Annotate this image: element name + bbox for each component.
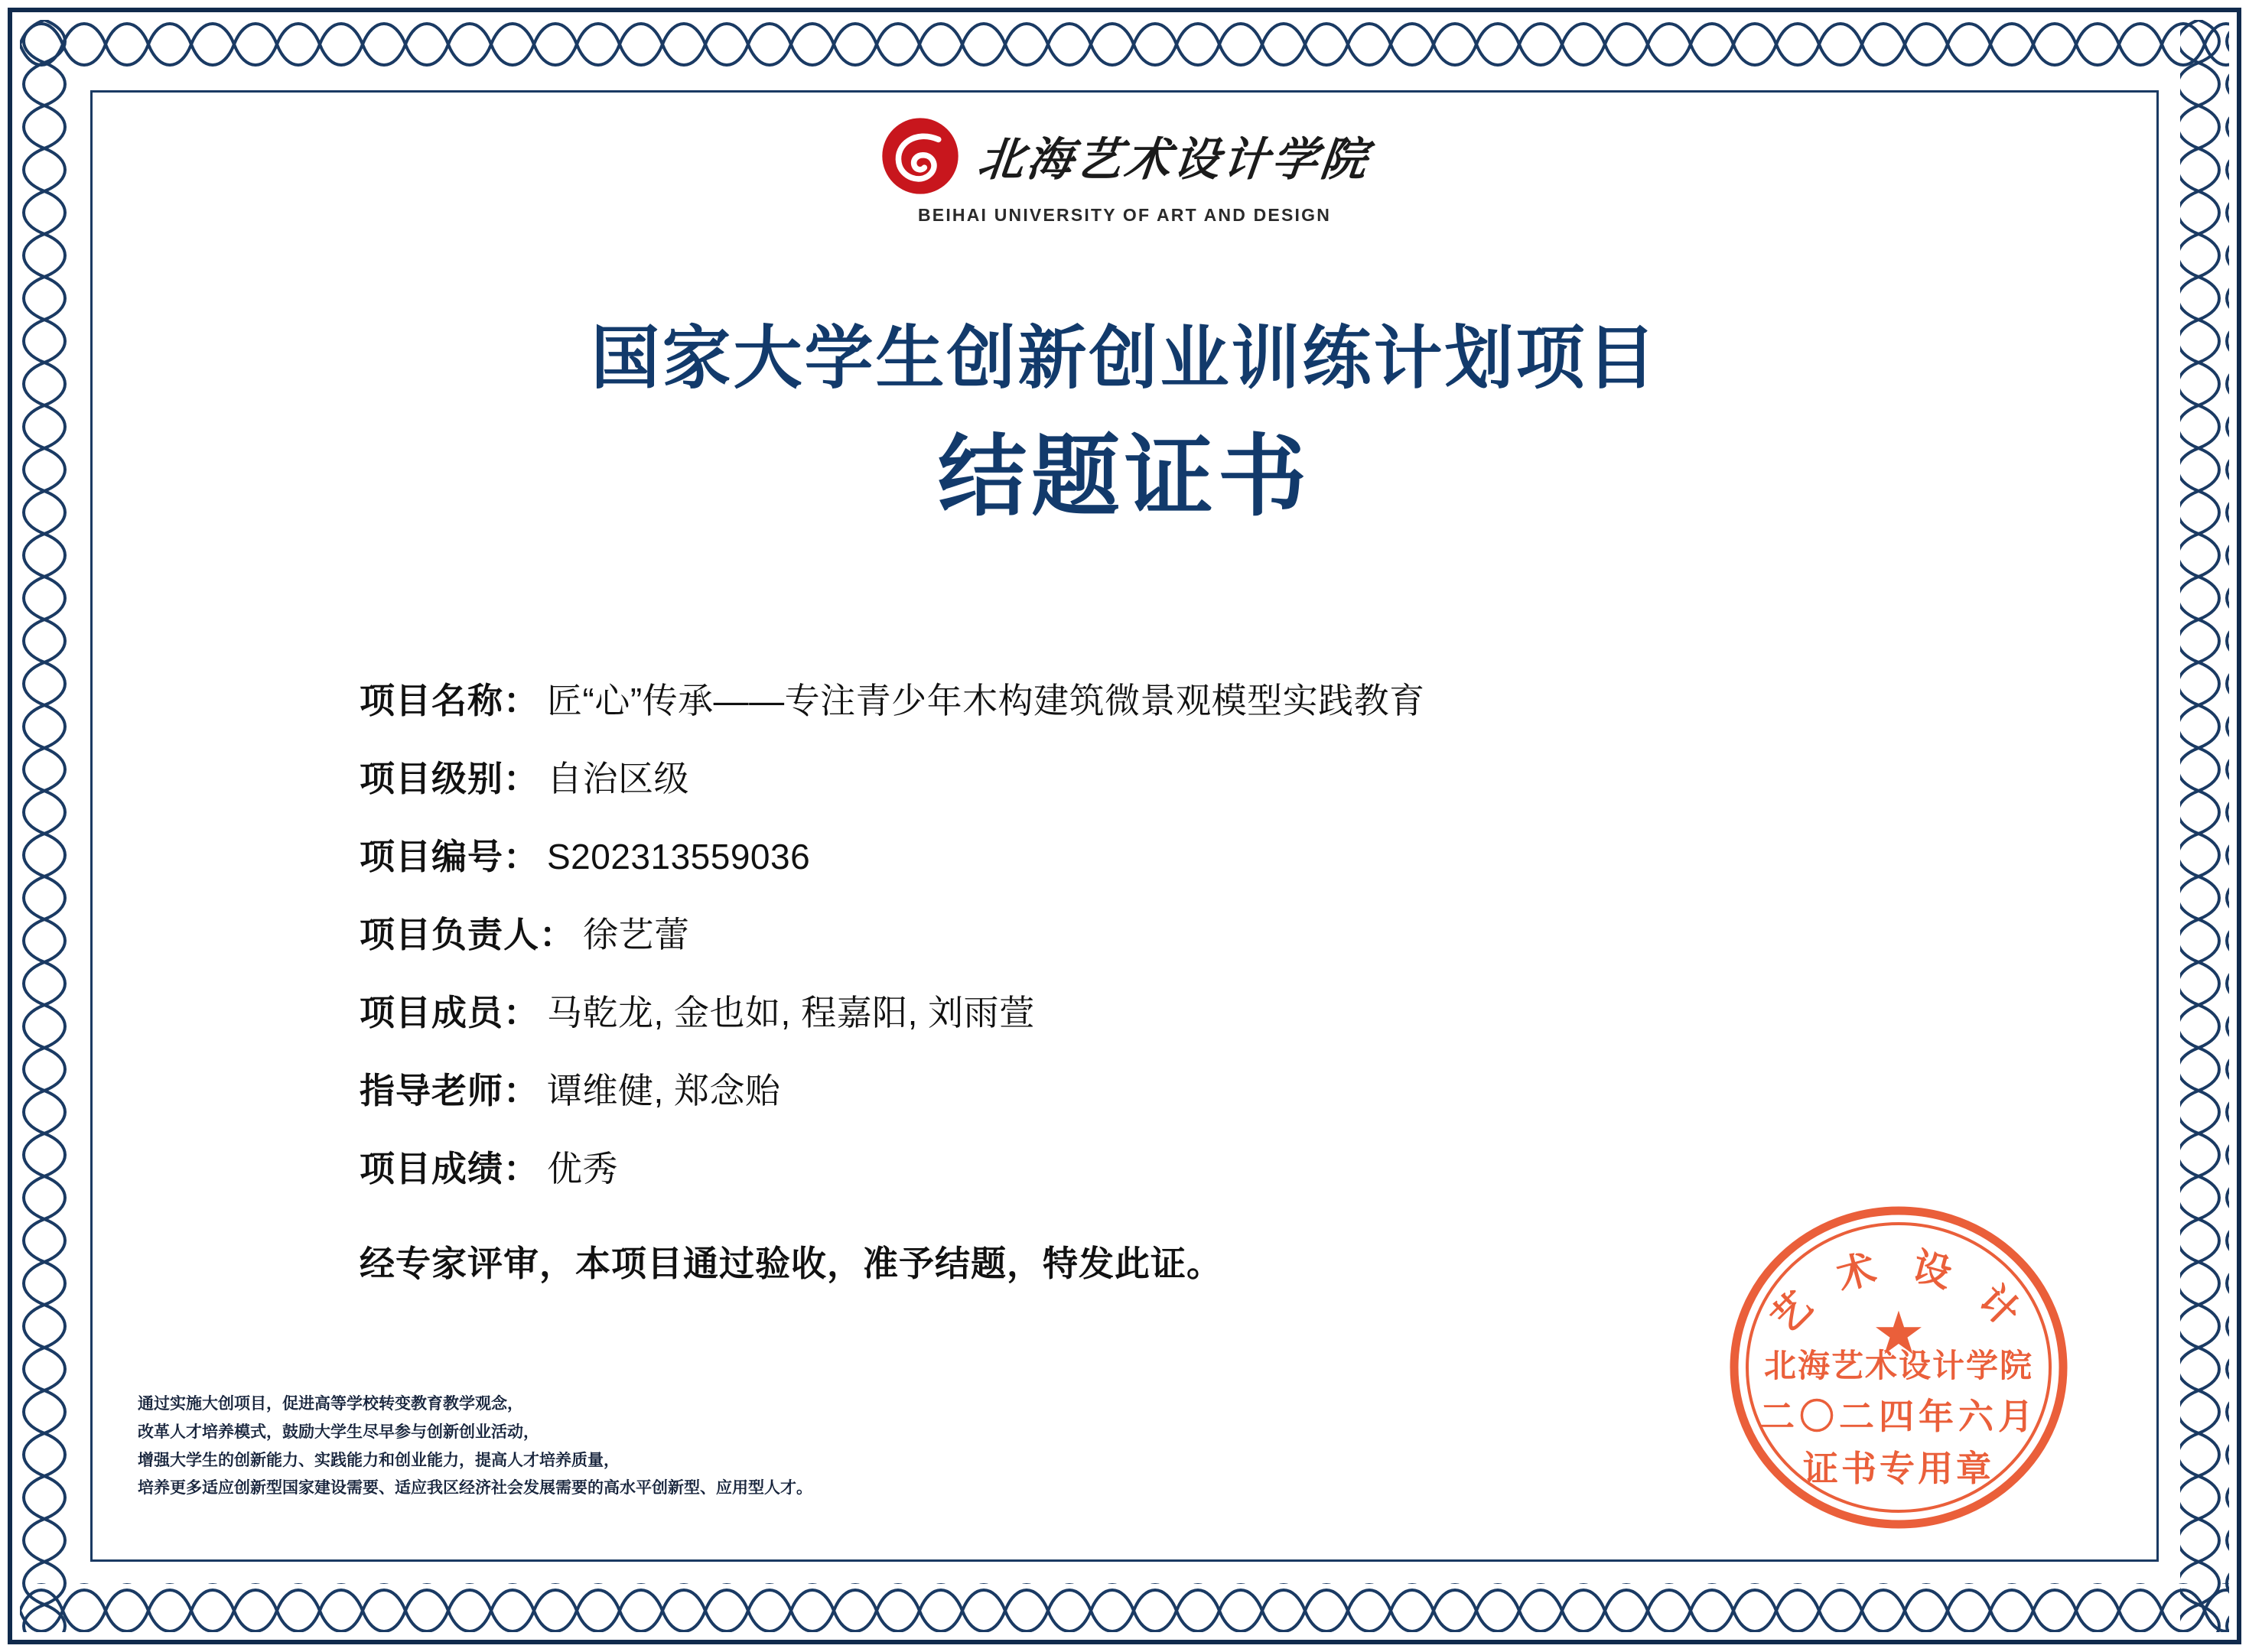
field-project-name bbox=[360, 673, 2020, 724]
field-project-number bbox=[360, 829, 2020, 880]
field-value: S202313559036 bbox=[547, 837, 811, 876]
field-project-level bbox=[360, 751, 2020, 802]
field-value: 谭维健, 郑念贻 bbox=[547, 1071, 781, 1111]
field-label: 项目级别： bbox=[360, 759, 539, 798]
seal-arc-text: 艺 术 设 计 bbox=[1762, 1243, 2036, 1342]
institution-logo bbox=[0, 115, 2249, 226]
footnote-line-1: 通过实施大创项目，促进高等学校转变教育教学观念， bbox=[138, 1393, 523, 1413]
logo-name-en: BEIHAI UNIVERSITY OF ART AND DESIGN bbox=[917, 205, 1332, 225]
approval-statement: 经专家评审，本项目通过验收，准予结题，特发此证。 bbox=[360, 1244, 1222, 1283]
certificate-title-line2: 结题证书 bbox=[938, 424, 1311, 528]
field-value: 马乾龙, 金也如, 程嘉阳, 刘雨萱 bbox=[547, 993, 1035, 1032]
seal-center-line-2: 二〇二四年六月 bbox=[1759, 1396, 2038, 1437]
field-value: 匠“心”传承——专注青少年木构建筑微景观模型实践教育 bbox=[547, 681, 1425, 720]
field-label: 项目成员： bbox=[360, 993, 539, 1032]
seal-star-icon: ★ bbox=[1872, 1299, 1925, 1367]
logo-row bbox=[879, 115, 1373, 197]
logo-name-cn: 北海艺术设计学院 bbox=[975, 133, 1373, 187]
field-value: 徐艺蕾 bbox=[583, 915, 690, 954]
field-label: 项目成绩： bbox=[360, 1149, 539, 1189]
field-label: 指导老师： bbox=[360, 1071, 539, 1111]
footnote-line-4: 培养更多适应创新型国家建设需要、适应我区经济社会发展需要的高水平创新型、应用型人才。 bbox=[138, 1478, 812, 1498]
certificate-title-line1: 国家大学生创新创业训练计划项目 bbox=[591, 317, 1658, 398]
field-value: 优秀 bbox=[547, 1149, 618, 1189]
field-advisors bbox=[360, 1063, 2020, 1114]
beihai-swirl-logo-icon bbox=[879, 115, 962, 197]
field-project-leader bbox=[360, 907, 2020, 958]
footnote-block bbox=[138, 1390, 812, 1502]
seal-center-line-3: 证书专用章 bbox=[1803, 1448, 1994, 1489]
official-seal-stamp bbox=[1700, 1176, 2098, 1559]
footnote-line-2: 改革人才培养模式，鼓励大学生尽早参与创新创业活动， bbox=[138, 1421, 539, 1441]
field-label: 项目编号： bbox=[360, 837, 539, 876]
field-project-members bbox=[360, 985, 2020, 1036]
field-label: 项目名称： bbox=[360, 681, 539, 720]
footnote-line-3: 增强大学生的创新能力、实践能力和创业能力，提高人才培养质量， bbox=[138, 1449, 620, 1469]
seal-center-line-1: 北海艺术设计学院 bbox=[1763, 1347, 2034, 1384]
field-label: 项目负责人： bbox=[360, 915, 575, 954]
field-value: 自治区级 bbox=[547, 759, 689, 798]
